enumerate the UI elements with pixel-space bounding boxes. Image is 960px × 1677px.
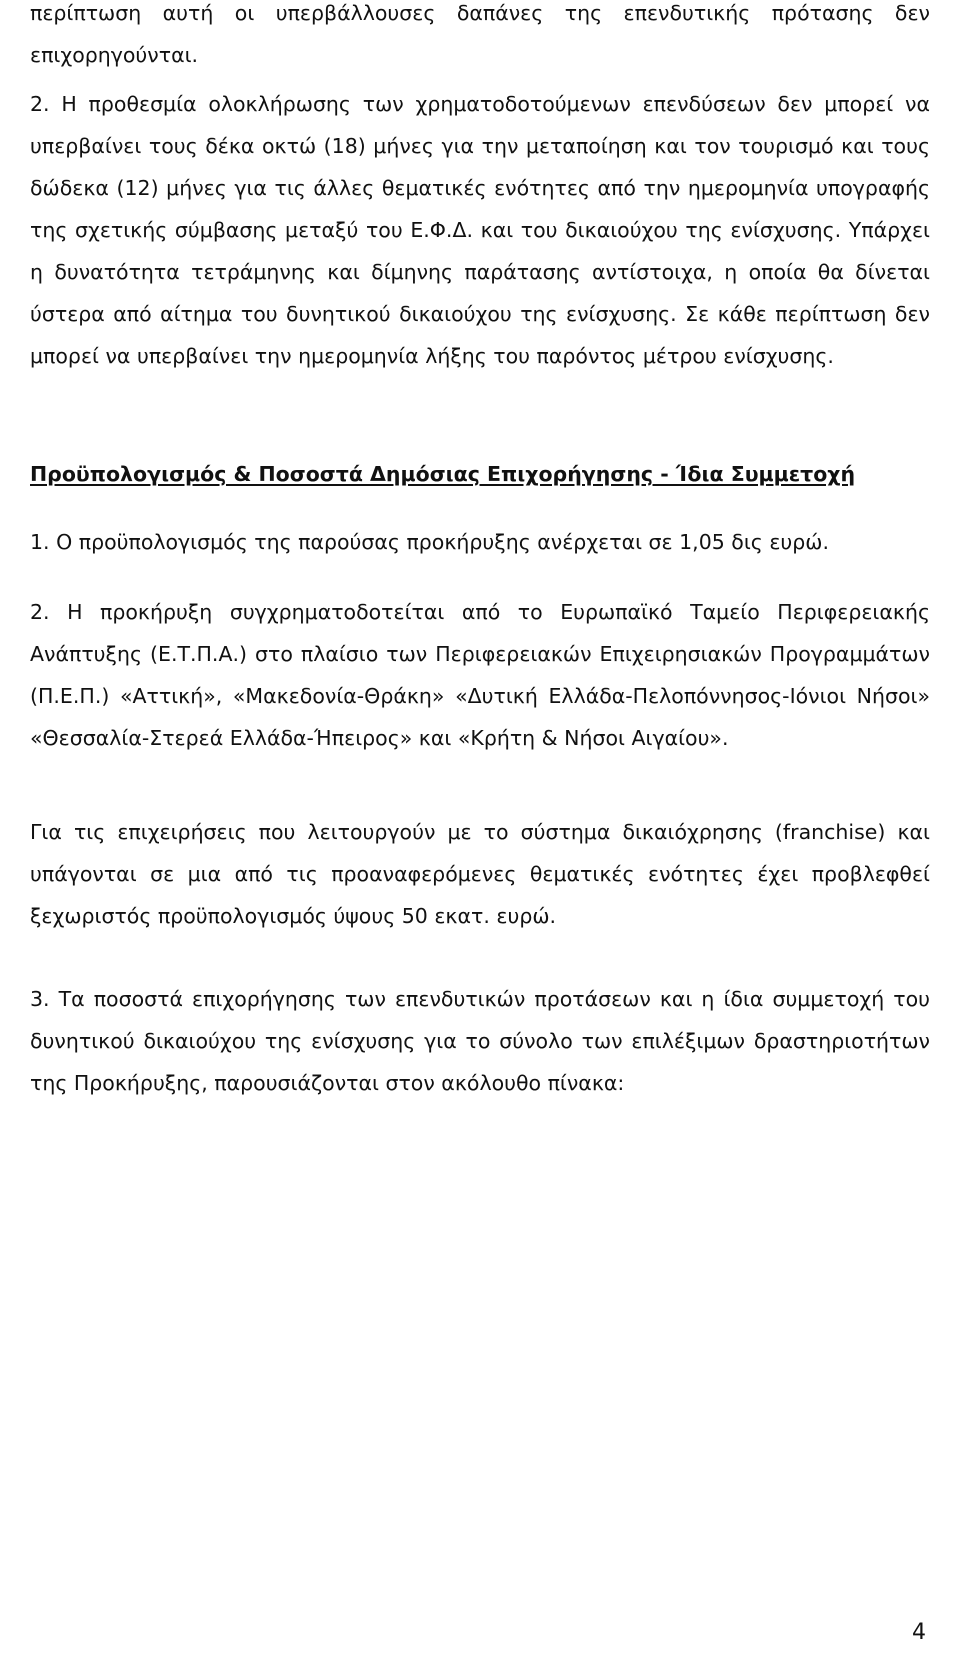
subsidy-rates-item-3: 3. Τα ποσοστά επιχορήγησης των επενδυτικών προτάσεων και η ίδια συμμετοχή του δυνητικού δικαιούχου της ενίσχυσης για το σύνολο των επιλέξιμων δραστηριοτήτων της Προκήρυξης, παρουσιάζονται στον ακόλουθο πίνακα: xyxy=(30,987,930,1095)
budget-item-1: 1. Ο προϋπολογισμός της παρούσας προκήρυξης ανέρχεται σε 1,05 δις ευρώ. xyxy=(30,530,829,554)
cofinancing-item-2: 2. Η προκήρυξη συγχρηματοδοτείται από το Ευρωπαϊκό Ταμείο Περιφερειακής Ανάπτυξης (Ε.Τ.Π.Α.) στο πλαίσιο των Περιφερειακών Επιχειρησιακών Προγραμμάτων (Π.Ε.Π.) «Αττική», «Μακεδονία-Θράκη» «Δυτική Ελλάδα-Πελοπόννησος-Ιόνιοι Νήσοι» «Θεσσαλία-Στερεά Ελλάδα-Ήπειρος» και «Κρήτη & Νήσοι Αιγαίου». xyxy=(30,600,930,750)
deadline-paragraph: 2. Η προθεσμία ολοκλήρωσης των χρηματοδοτούμενων επενδύσεων δεν μπορεί να υπερβαίνει τους δέκα οκτώ (18) μήνες για την μεταποίηση και τον τουρισμό και τους δώδεκα (12) μήνες για τις άλλες θεματικές ενότητες από την ημερομηνία υπογραφής της σχετικής σύμβασης μεταξύ του Ε.Φ.Δ. και του δικαιούχου της ενίσχυσης. Υπάρχει η δυνατότητα τετράμηνης και δίμηνης παράτασης αντίστοιχα, η οποία θα δίνεται ύστερα από αίτημα του δυνητικού δικαιούχου της ενίσχυσης. Σε κάθε περίπτωση δεν μπορεί να υπερβαίνει την ημερομηνία λήξης του παρόντος μέτρου ενίσχυσης. xyxy=(30,92,930,368)
franchise-paragraph: Για τις επιχειρήσεις που λειτουργούν με το σύστημα δικαιόχρησης (franchise) και υπάγονται σε μια από τις προαναφερόμενες θεματικές ενότητες έχει προβλεφθεί ξεχωριστός προϋπολογισμός ύψους 50 εκατ. ευρώ. xyxy=(30,820,930,928)
section-heading: Προϋπολογισμός & Ποσοστά Δημόσιας Επιχορήγησης - Ίδια Συμμετοχή xyxy=(30,462,856,486)
continuation-paragraph: περίπτωση αυτή οι υπερβάλλουσες δαπάνες της επενδυτικής πρότασης δεν επιχορηγούνται. xyxy=(30,1,930,67)
page-number: 4 xyxy=(912,1620,926,1645)
